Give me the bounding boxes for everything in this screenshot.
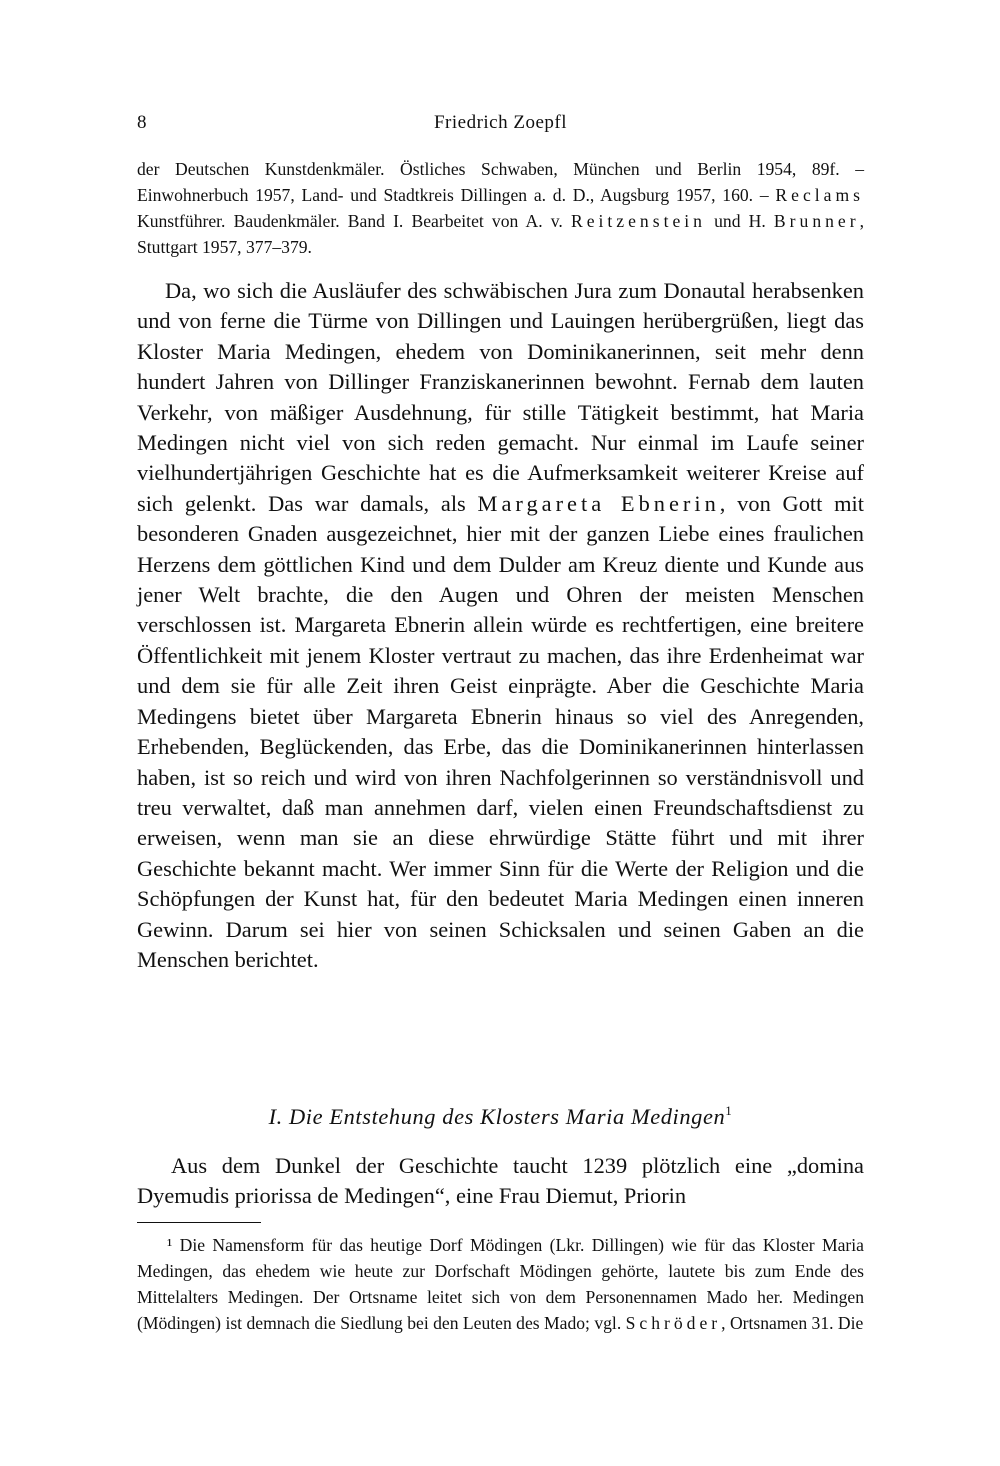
footnote-part-1: ¹ Die Namensform für das heutige Dorf Mödingen (Lkr. Dillingen) wie für das Kloster Maria Medingen, das ehedem wie heute zur Dorfschaft Mödingen gehörte, lautete bis zum Ende des Mittelalters Medingen. Der Ortsname leitet sich von dem Personennamen Mado her. Medingen (Mödingen) ist demnach die Siedlung bei den Leuten des Mado; vgl. <box>137 1235 864 1333</box>
footnote-text <box>137 1232 864 1336</box>
footnote-part-2: , Ortsnamen 31. Die <box>721 1313 864 1333</box>
footnote-marker: 1 <box>725 1103 733 1118</box>
footnote-rule <box>137 1222 261 1223</box>
running-head <box>137 112 864 142</box>
body-part-2: , von Gott mit besonderen Gnaden ausgezeichnet, hier mit der ganzen Liebe eines fraulichen Herzens dem göttlichen Kind und dem Dulder am Kreuz diente und Kunde aus jener Welt brachte, die den Augen und Ohren der meisten Menschen verschlossen ist. Margareta Ebnerin allein würde es rechtfertigen, eine breitere Öffentlichkeit mit jenem Kloster vertraut zu machen, das ihre Erdenheimat war und dem sie für alle Zeit ihren Geist einprägte. Aber die Geschichte Maria Medingens bietet über Margareta Ebnerin hinaus so viel des Anregenden, Erhebenden, Beglückenden, das Erbe, das die Dominikanerinnen hinterlassen haben, ist so reich und wird von ihren Nachfolgerinnen so verständnisvoll und treu verwaltet, daß man annehmen darf, vielen einen Freundschaftsdienst zu erweisen, wenn man sie an diese ehrwürdige Stätte führt und mit ihrer Geschichte bekannt macht. Wer immer Sinn für die Werte der Religion und die Schöpfungen der Kunst hat, für den bedeutet Maria Medingen einen inneren Gewinn. Darum sei hier von seinen Schicksalen und seinen Gaben an die Menschen berichtet. <box>137 490 864 972</box>
footnote-schroeder: Schröder <box>625 1313 722 1333</box>
section-heading-text: I. Die Entstehung des Klosters Maria Medingen <box>268 1104 726 1129</box>
body-paragraph-text <box>137 276 864 975</box>
top-note-part-3: und H. <box>705 211 774 231</box>
top-note-reitzenstein: Reitzenstein <box>570 211 706 231</box>
book-page <box>137 0 864 1466</box>
footnote <box>137 1232 864 1336</box>
page-number: 8 <box>137 112 147 133</box>
top-note-part-2: Kunstführer. Baudenkmäler. Band I. Bearbeitet von A. v. <box>137 211 571 231</box>
continued-footnote <box>137 156 864 260</box>
continued-footnote-text <box>137 156 864 260</box>
top-note-part-4: , Stuttgart 1957, 377–379. <box>137 211 864 257</box>
section-paragraph <box>137 1151 864 1212</box>
top-note-reclams: Reclams <box>775 185 864 205</box>
body-paragraph <box>137 276 864 975</box>
body-part-1: Da, wo sich die Ausläufer des schwäbischen Jura zum Donautal herabsenken und von ferne die Türme von Dillingen und Lauingen herübergrüßen, liegt das Kloster Maria Medingen, ehedem von Dominikanerinnen, seit mehr denn hundert Jahren von Dillinger Franziskanerinnen bewohnt. Fernab dem lauten Verkehr, von mäßiger Ausdehnung, für stille Tätigkeit bestimmt, hat Maria Medingen nicht viel von sich reden gemacht. Nur einmal im Laufe seiner vielhundertjährigen Geschichte hat es die Aufmerksamkeit weiterer Kreise auf sich gelenkt. Das war damals, als <box>137 278 864 516</box>
section-paragraph-text: Aus dem Dunkel der Geschichte taucht 1239 plötzlich eine „domina Dyemudis priorissa de Medingen“, eine Frau Diemut, Priorin <box>137 1153 864 1209</box>
top-note-brunner: Brunner <box>773 211 860 231</box>
body-name-margareta-ebnerin: Margareta Ebnerin <box>477 490 720 516</box>
section-heading <box>137 1103 864 1130</box>
top-note-part-1: der Deutschen Kunstdenkmäler. Östliches Schwaben, München und Berlin 1954, 89f. – Einwohnerbuch 1957, Land- und Stadtkreis Dillingen a. d. D., Augsburg 1957, 160. – <box>137 159 864 205</box>
running-title: Friedrich Zoepfl <box>433 112 568 133</box>
